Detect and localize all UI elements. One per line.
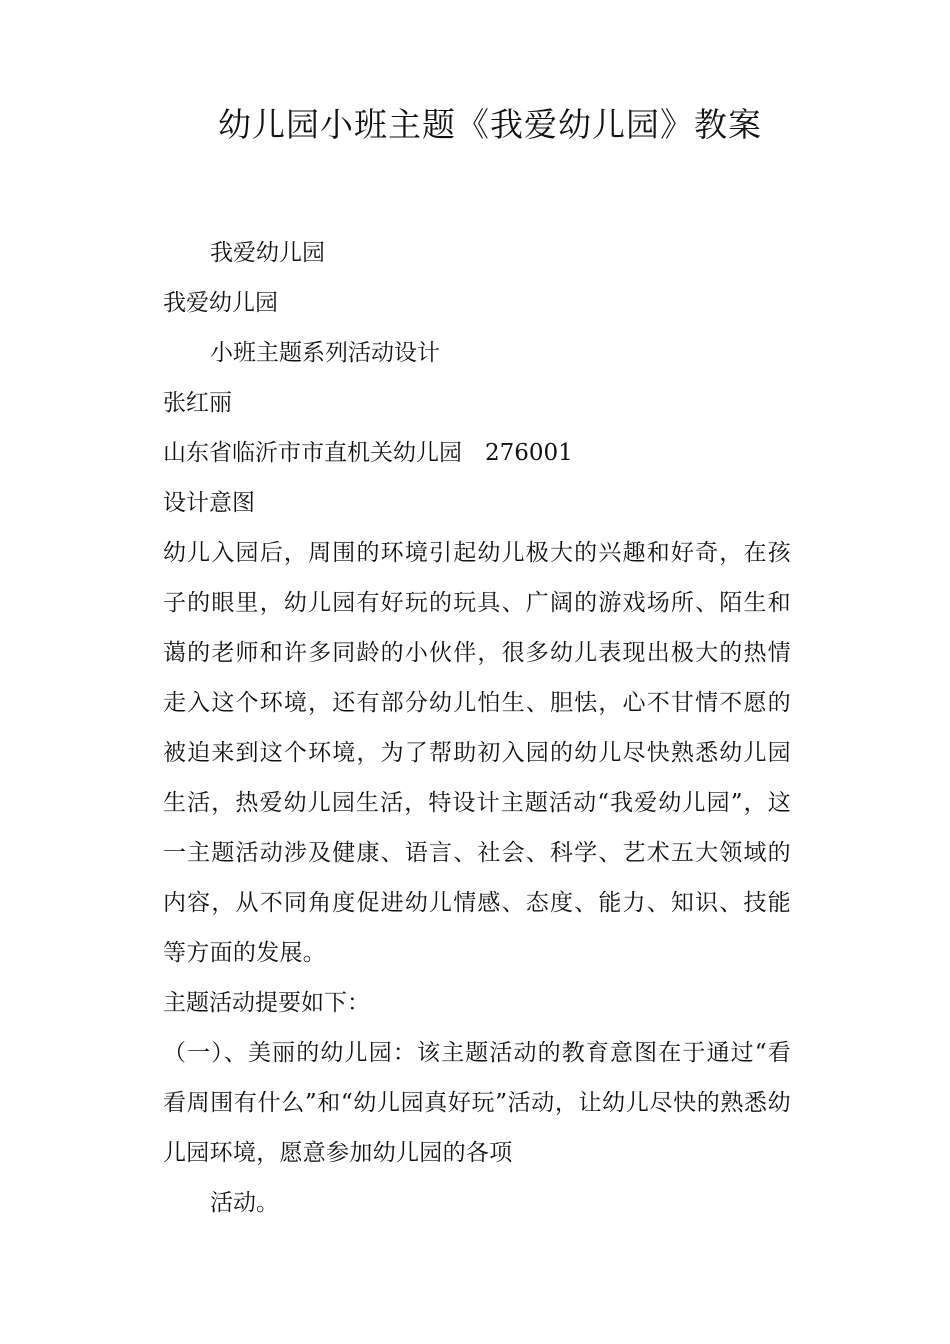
subtitle-line: 小班主题系列活动设计 — [210, 340, 440, 366]
summary-heading: 主题活动提要如下： — [163, 990, 370, 1016]
section-design-heading: 设计意图 — [163, 490, 255, 516]
design-paragraph: 幼儿入园后，周围的环境引起幼儿极大的兴趣和好奇，在孩子的眼里，幼儿园有好玩的玩具、广阔的游戏场所、陌生和蔼的老师和许多同龄的小伙伴，很多幼儿表现出极大的热情走入这个环境，还有部分幼儿怕生、胆怯，心不甘情不愿的被迫来到这个环境，为了帮助初入园的幼儿尽快熟悉幼儿园生活，热爱幼儿园生活，特设计主题活动“我爱幼儿园”，这一主题活动涉及健康、语言、社会、科学、艺术五大领域的内容，从不同角度促进幼儿情感、态度、能力、知识、技能等方面的发展。 — [163, 540, 791, 966]
heading-plain: 我爱幼儿园 — [163, 290, 278, 316]
affiliation-line: 山东省临沂市市直机关幼儿园 276001 — [163, 440, 573, 466]
document-title: 幼儿园小班主题《我爱幼儿园》教案 — [218, 105, 762, 144]
item-one-paragraph: （一）、美丽的幼儿园：该主题活动的教育意图在于通过“看看周围有什么”和“幼儿园真好玩”活动，让幼儿尽快的熟悉幼儿园环境，愿意参加幼儿园的各项 — [163, 1040, 791, 1166]
author-line: 张红丽 — [163, 390, 232, 416]
heading-indented: 我爱幼儿园 — [210, 240, 325, 266]
item-one-end: 活动。 — [210, 1190, 279, 1216]
document-body — [163, 228, 791, 1228]
